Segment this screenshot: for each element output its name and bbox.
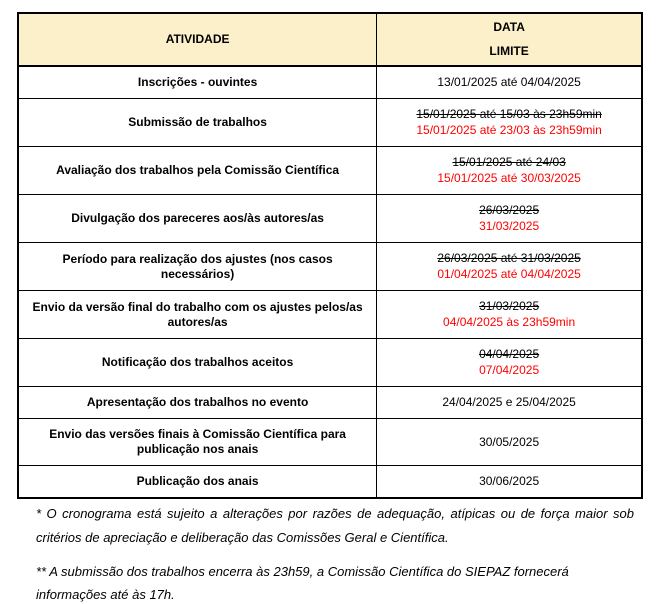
column-header-date-line2: LIMITE [489,44,529,58]
date-revised: 07/04/2025 [479,363,540,377]
activity-cell: Inscrições - ouvintes [18,66,377,99]
schedule-table [17,12,643,499]
schedule-table-body [18,66,642,498]
activity-cell: Publicação dos anais [18,466,377,499]
date-superseded: 04/04/2025 [479,347,540,361]
activity-cell: Avaliação dos trabalhos pela Comissão Científica [18,147,377,195]
date-superseded: 26/03/2025 [479,203,540,217]
schedule-table-header [18,13,642,66]
column-header-activity-label: ATIVIDADE [165,32,230,46]
date-superseded: 15/01/2025 até 24/03 [452,155,566,169]
table-row [18,466,642,499]
table-row [18,195,642,243]
date-limit-cell [377,195,642,243]
activity-cell: Envio das versões finais à Comissão Científica para publicação nos anais [18,419,377,466]
column-header-date-line1: DATA [493,20,525,34]
activity-cell: Envio da versão final do trabalho com os ajustes pelos/as autores/as [18,291,377,339]
date-revised: 04/04/2025 às 23h59min [443,315,576,329]
date-limit-cell: 30/06/2025 [377,466,642,499]
date-limit-cell [377,291,642,339]
activity-cell: Notificação dos trabalhos aceitos [18,339,377,387]
table-row [18,291,642,339]
date-superseded: 26/03/2025 até 31/03/2025 [437,251,581,265]
date-limit-cell [377,99,642,147]
date-limit-cell [377,147,642,195]
activity-cell: Divulgação dos pareceres aos/às autores/as [18,195,377,243]
date-limit-cell [377,339,642,387]
date-revised: 31/03/2025 [479,219,540,233]
header-row [18,13,642,66]
column-header-date-limit [377,13,642,66]
date-revised: 15/01/2025 até 30/03/2025 [437,171,581,185]
footnote-schedule-changes: * O cronograma está sujeito a alterações por razões de adequação, atípicas ou de força maior sob critérios de apreciação e deliberação das Comissões Geral e Científica. [36,506,634,545]
table-row [18,99,642,147]
table-row [18,66,642,99]
table-row [18,243,642,291]
date-superseded: 15/01/2025 até 15/03 às 23h59min [416,107,602,121]
date-limit-cell: 13/01/2025 até 04/04/2025 [377,66,642,99]
date-revised: 15/01/2025 até 23/03 às 23h59min [416,123,602,137]
column-header-activity [18,13,377,66]
table-row [18,387,642,419]
activity-cell: Período para realização dos ajustes (nos casos necessários) [18,243,377,291]
date-superseded: 31/03/2025 [479,299,540,313]
footnote-submission-deadline: ** A submissão dos trabalhos encerra às 23h59, a Comissão Científica do SIEPAZ fornecerá informações até às 17h. [36,564,569,602]
footnotes [36,502,634,604]
table-row [18,339,642,387]
date-limit-cell: 30/05/2025 [377,419,642,466]
date-revised: 01/04/2025 até 04/04/2025 [437,267,581,281]
date-limit-cell: 24/04/2025 e 25/04/2025 [377,387,642,419]
activity-cell: Apresentação dos trabalhos no evento [18,387,377,419]
date-limit-cell [377,243,642,291]
table-row [18,147,642,195]
table-row [18,419,642,466]
activity-cell: Submissão de trabalhos [18,99,377,147]
